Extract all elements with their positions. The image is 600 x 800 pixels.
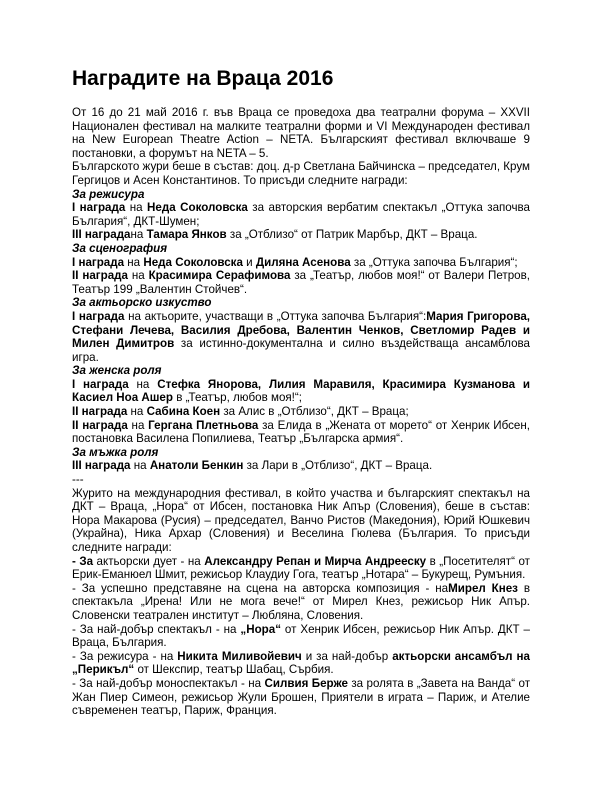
section-heading-directing: За режисура bbox=[72, 187, 145, 201]
separator: --- bbox=[72, 473, 84, 487]
intl-award-entry: - За актьорски дует - на Александру Репан и Мирча Андрееску в „Посетителят“ от Ерик-Еманюел Шмит, режисьор Клаудиу Гога, театър „Нотара“ – Букурещ, Румъния. bbox=[72, 554, 530, 582]
bulgarian-jury-paragraph: Българското жури беше в състав: доц. д-р Светлана Байчинска – председател, Крум Гергицов и Асен Константинов. То присъди следните награди: bbox=[72, 160, 530, 187]
intl-award-entry: - За режисура - на Никита Миливойевич и за най-добър актьорски ансамбъл на „Перикъл“ от Шекспир, театър Шабац, Сърбия. bbox=[72, 649, 530, 677]
section-heading-female-role: За женска роля bbox=[72, 364, 162, 378]
intro-paragraph: От 16 до 21 май 2016 г. във Враца се проведоха два театрални форума – XXVII Национален фестивал на малките театрални форми и VI Международен фестивал на New European Theatre Action – NETA. Българският фестивал включваше 9 постановки, а форумът на NETA – 5. bbox=[72, 106, 530, 160]
page-title: Наградите на Враца 2016 bbox=[72, 67, 334, 90]
section-heading-male-role: За мъжка роля bbox=[72, 445, 159, 459]
award-entry: I награда на Неда Соколовска за авторския вербатим спектакъл „Оттука започва България“, ДКТ-Шумен; bbox=[72, 201, 531, 228]
intl-award-entry: - За най-добър спектакъл - на „Нора“ от Хенрик Ибсен, режисьор Ник Апър. ДКТ – Враца, България. bbox=[72, 622, 530, 650]
award-entry: I награда на Неда Соколовска и Диляна Асенова за „Оттука започва България“; bbox=[72, 255, 518, 269]
award-entry: II награда на Гергана Плетньова за Елида в „Жената от морето“ от Хенрик Ибсен, постановка Василена Попилиева, Театър „Българска армия“. bbox=[72, 418, 530, 446]
award-entry: II награда на Сабина Коен за Алис в „Отблизо“, ДКТ – Враца; bbox=[72, 405, 409, 419]
award-entry: III наградaна Тамара Янков за „Отблизо“ от Патрик Марбър, ДКТ – Враца. bbox=[72, 228, 478, 242]
award-entry: I награда на актьорите, участващи в „Оттука започва България“:Мария Григорова, Стефани Лечева, Василия Дребова, Валентин Ченков, Светломир Радев и Милен Димитров за истинно-документална и силно въздействаща ансамблова игра. bbox=[72, 309, 530, 364]
award-entry: III награда на Анатоли Бенкин за Лари в „Отблизо“, ДКТ – Враца. bbox=[72, 459, 433, 473]
document-page bbox=[72, 66, 530, 718]
award-entry: I награда на Стефка Янорова, Лилия Маравиля, Красимира Кузманова и Касиел Ноа Ашер в „Театър, любов моя!“; bbox=[72, 377, 530, 405]
international-jury-paragraph: Журито на международния фестивал, в който участва и българският спектакъл на ДКТ – Враца, „Нора“ от Ибсен, постановка Ник Апър (Словения), беше в състав: Нора Макарова (Русия) – председател, Ванчо Ристов (Македония), Юрий Юшкевич (Украйна), Ника Архар (Словения) и Веселина Гюлева (България. То присъди следните награди: bbox=[72, 486, 530, 554]
intl-award-entry: - За успешно представяне на сцена на авторска композиция - наМирел Кнез в спектакъла „Ирена! Или не мога вече!“ от Мирел Кнез, режисьор Ник Апър. Словенски театрален институт – Любляна, Словения. bbox=[72, 581, 530, 622]
section-heading-acting: За актьорско изкуство bbox=[72, 296, 212, 310]
intl-award-entry: - За най-добър моноспектакъл - на Силвия Берже за ролята в „Завета на Ванда“ от Жан Пиер Симеон, режисьор Жули Брошен, Приятели в играта – Париж, и Ателие съвременен театър, Париж, Франция. bbox=[72, 676, 531, 718]
award-entry: II награда на Красимира Серафимова за „Театър, любов моя!“ от Валери Петров, Театър 199 „Валентин Стойчев“. bbox=[72, 269, 530, 296]
section-heading-scenography: За сценография bbox=[72, 241, 168, 255]
